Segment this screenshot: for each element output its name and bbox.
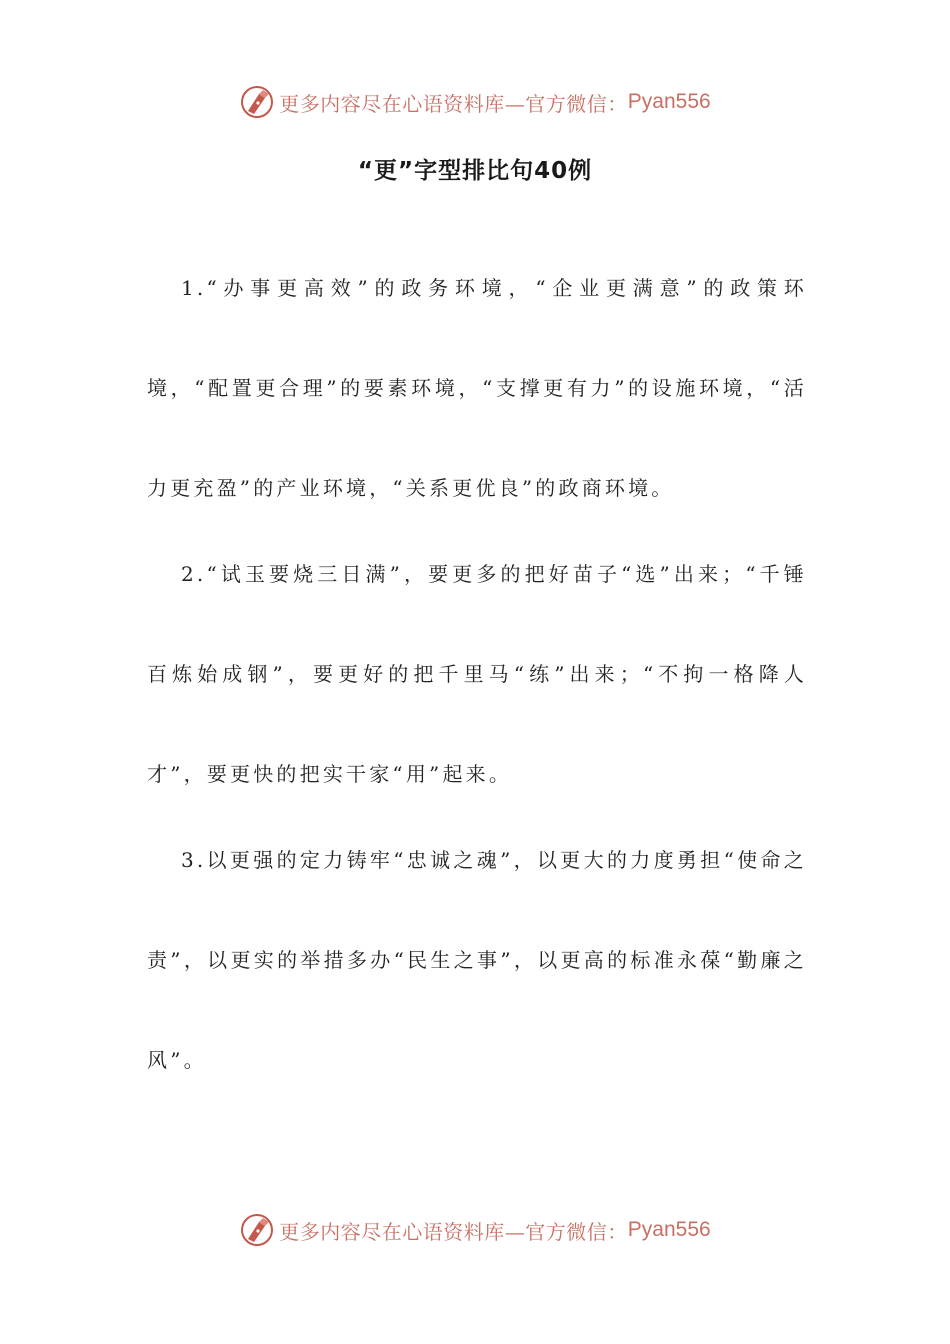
watermark-wechat-id: Pyan556	[627, 1218, 711, 1241]
pen-nib-logo-icon	[239, 1212, 275, 1248]
document-body	[147, 238, 807, 1110]
paragraph-2: 2.“试玉要烧三日满”，要更多的把好苗子“选”出来；“千锤百炼始成钢”，要更好的把千里马“练”出来；“不拘一格降人才”，要更快的把实干家“用”起来。	[147, 562, 807, 786]
document-title: “更”字型排比句40例	[357, 158, 593, 184]
paragraph-1: 1.“办事更高效”的政务环境，“企业更满意”的政策环境，“配置更合理”的要素环境，“支撑更有力”的设施环境，“活力更充盈”的产业环境，“关系更优良”的政商环境。	[147, 276, 807, 500]
watermark-text: 更多内容尽在心语资料库—官方微信：	[279, 1219, 628, 1244]
watermark-text: 更多内容尽在心语资料库—官方微信：	[279, 91, 628, 116]
pen-nib-logo-icon	[239, 84, 275, 120]
header-watermark-banner	[0, 80, 950, 124]
paragraph-3: 3.以更强的定力铸牢“忠诚之魂”，以更大的力度勇担“使命之责”，以更实的举措多办“民生之事”，以更高的标准永葆“勤廉之风”。	[147, 848, 807, 1072]
watermark-wechat-id: Pyan556	[627, 90, 711, 113]
footer-watermark-banner	[0, 1208, 950, 1252]
